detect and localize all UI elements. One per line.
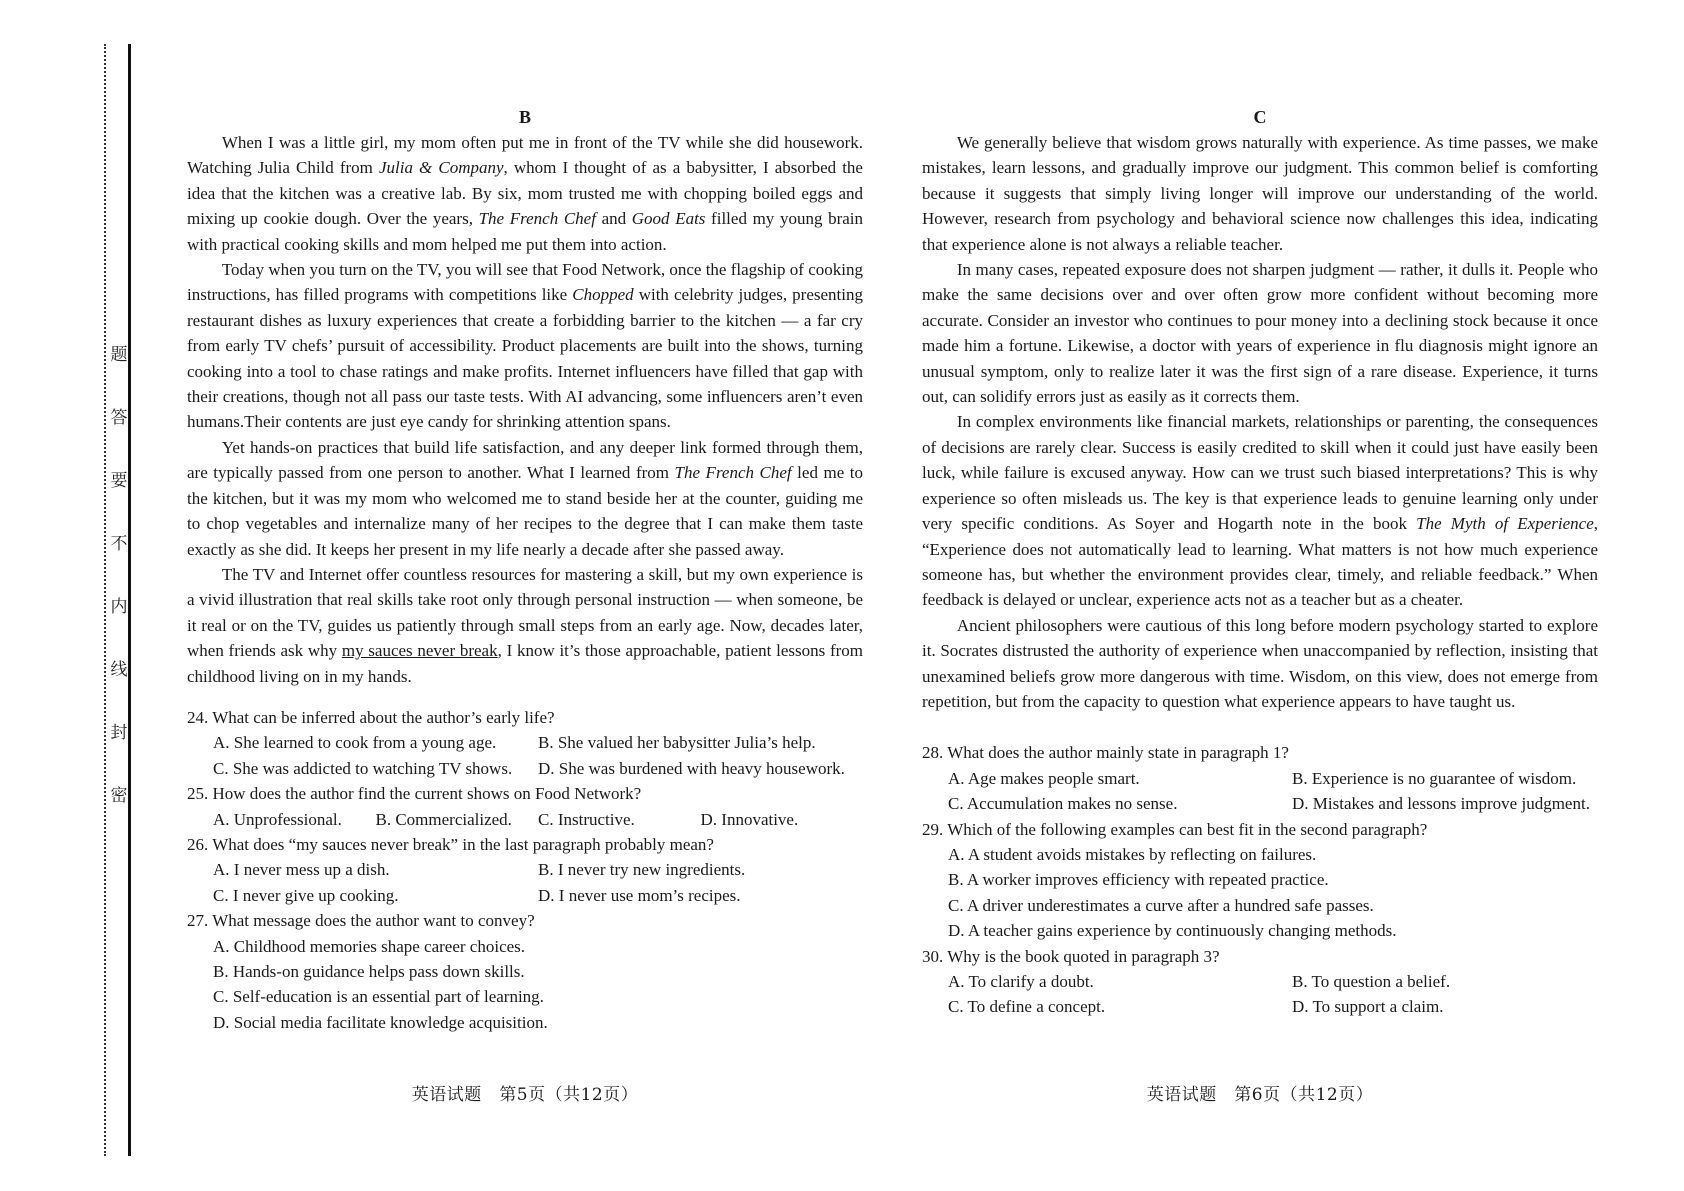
seal-char: 线	[110, 660, 128, 680]
question-list	[187, 705, 863, 1035]
question-stem: 30. Why is the book quoted in paragraph 3?	[922, 946, 1220, 966]
answer-option: C. Instructive.	[538, 809, 635, 829]
option-group	[213, 807, 863, 832]
page-6	[922, 104, 1598, 1020]
option-group	[948, 766, 1598, 817]
answer-option: B. I never try new ingredients.	[538, 860, 746, 880]
answer-option: C. Self-education is an essential part of learning.	[213, 987, 544, 1007]
passage-paragraph: When I was a little girl, my mom often put me in front of the TV while she did housework. Watching Julia Child from Julia & Company, whom I thought of as a babysitter, I absorbed the idea that the kitchen was a creative lab. By six, mom trusted me with chopping boiled eggs and mixing up cookie dough. Over the years, The French Chef and Good Eats filled my young brain with practical cooking skills and mom helped me put them into action.	[187, 133, 864, 254]
passage-paragraph: In complex environments like financial markets, relationships or parenting, the consequences of decisions are rarely clear. Success is easily credited to skill when it could just have easily been luck, while failure is excused anyway. How can we trust such biased interpretations? This is why experience so often misleads us. The key is that experience leads to genuine learning only under very specific conditions. As Soyer and Hogarth note in the book The Myth of Experience, “Experience does not automatically lead to learning. What matters is not how much experience someone has, but whether the environment provides clear, timely, and reliable feedback.” When feedback is delayed or unclear, experience acts not as a teacher but as a cheater.	[922, 412, 1598, 610]
question-stem: 24. What can be inferred about the author’s early life?	[187, 707, 555, 727]
answer-option: C. I never give up cooking.	[213, 885, 399, 905]
section-heading: C	[1253, 107, 1267, 127]
answer-option: B. Hands-on guidance helps pass down skills.	[213, 962, 525, 981]
answer-option: B. Experience is no guarantee of wisdom.	[1292, 768, 1577, 788]
question-stem: 25. How does the author find the current shows on Food Network?	[187, 784, 642, 804]
answer-option: C. To define a concept.	[948, 997, 1106, 1017]
answer-option: D. She was burdened with heavy housework.	[538, 758, 845, 778]
passage-paragraph: Today when you turn on the TV, you will see that Food Network, once the flagship of cooking instructions, has filled programs with competitions like Chopped with celebrity judges, presenting restaurant dishes as luxury experiences that create a forbidding barrier to the kitchen — a far cry from early TV chefs’ pursuit of accessibility. Product placements are built into the shows, turning cooking into a tool to chase ratings and make profits. Internet influencers have filled that gap with their creations, though not all pass our taste tests. With AI advancing, some influencers aren’t even humans.Their contents are just eye candy for shrinking attention spans.	[187, 260, 863, 432]
answer-option: A. To clarify a doubt.	[948, 972, 1094, 991]
passage-paragraph: In many cases, repeated exposure does not sharpen judgment — rather, it dulls it. People who make the same decisions over and over often grow more confident without becoming more accurate. Consider an investor who continues to pour money into a declining stock because it once made him a fortune. Likewise, a doctor with years of experience in flu diagnosis might ignore an unusual symptom, only to realize later it was the first sign of a rare disease. Experience, it turns out, can solidify errors just as easily as it corrects them.	[922, 260, 1598, 407]
answer-option: D. Social media facilitate knowledge acquisition.	[213, 1012, 548, 1032]
option-group	[213, 857, 863, 908]
answer-option: A. Childhood memories shape career choices.	[213, 936, 526, 956]
seal-char: 题	[110, 345, 128, 365]
question-stem: 26. What does “my sauces never break” in the last paragraph probably mean?	[187, 834, 714, 854]
answer-option: B. She valued her babysitter Julia’s help.	[538, 733, 816, 753]
option-group	[948, 842, 1598, 944]
question-stem: 28. What does the author mainly state in paragraph 1?	[922, 743, 1289, 763]
question-stem: 27. What message does the author want to convey?	[187, 911, 535, 931]
answer-option: D. I never use mom’s recipes.	[538, 885, 741, 905]
option-group	[213, 730, 863, 781]
answer-option: D. A teacher gains experience by continuously changing methods.	[948, 921, 1397, 941]
answer-option: B. A worker improves efficiency with repeated practice.	[948, 870, 1329, 890]
page-footer: 英语试题 第6页（共12页）	[1146, 1085, 1374, 1105]
answer-option: C. Accumulation makes no sense.	[948, 794, 1178, 814]
answer-option: D. Innovative.	[700, 809, 799, 829]
answer-option: A. Age makes people smart.	[948, 768, 1140, 788]
passage-paragraph: We generally believe that wisdom grows naturally with experience. As time passes, we make mistakes, learn lessons, and gradually improve our judgment. This common belief is comforting because it suggests that simply living longer will improve our understanding of the world. However, research from psychology and behavioral science now challenges this idea, indicating that experience alone is not always a reliable teacher.	[922, 133, 1598, 254]
answer-option: C. A driver underestimates a curve after a hundred safe passes.	[948, 895, 1374, 915]
answer-option: B. Commercialized.	[375, 809, 512, 829]
answer-option: D. To support a claim.	[1292, 997, 1444, 1017]
option-group	[948, 969, 1598, 1020]
seal-line-notice	[106, 340, 132, 806]
answer-option: B. To question a belief.	[1292, 972, 1451, 991]
page-5	[187, 104, 863, 1035]
answer-option: A. I never mess up a dish.	[213, 860, 390, 880]
answer-option: A. She learned to cook from a young age.	[213, 733, 497, 753]
seal-char: 内	[110, 597, 128, 617]
page-footer: 英语试题 第5页（共12页）	[411, 1085, 639, 1105]
seal-char: 要	[110, 471, 128, 491]
question-list	[922, 740, 1598, 1019]
option-group	[213, 934, 863, 1036]
seal-char: 封	[110, 723, 128, 743]
answer-option: A. Unprofessional.	[213, 809, 342, 829]
passage-paragraph: Ancient philosophers were cautious of this long before modern psychology started to explore it. Socrates distrusted the authority of experience when unaccompanied by reflection, insisting that unexamined beliefs grow more dangerous with time. Wisdom, on this view, does not emerge from repetition, but from the capacity to question what experience appears to have taught us.	[922, 615, 1598, 711]
answer-option: C. She was addicted to watching TV shows.	[213, 758, 513, 778]
section-heading: B	[518, 107, 531, 127]
seal-char: 答	[110, 408, 128, 428]
seal-char: 不	[110, 534, 128, 554]
answer-option: D. Mistakes and lessons improve judgment.	[1292, 794, 1590, 814]
answer-option: A. A student avoids mistakes by reflecting on failures.	[948, 844, 1317, 864]
question-stem: 29. Which of the following examples can best fit in the second paragraph?	[922, 819, 1428, 839]
seal-char: 密	[110, 786, 128, 806]
passage-paragraph: Yet hands-on practices that build life satisfaction, and any deeper link formed through them, are typically passed from one person to another. What I learned from The French Chef led me to the kitchen, but it was my mom who welcomed me to stand beside her at the counter, guiding me to chop vegetables and internalize many of her recipes to the degree that I can make them taste exactly as she did. It keeps her present in my life nearly a decade after she passed away.	[187, 437, 863, 559]
passage-paragraph: The TV and Internet offer countless resources for mastering a skill, but my own experience is a vivid illustration that real skills take root only through personal instruction — when someone, be it real or on the TV, guides us patiently through small steps from an early age. Now, decades later, when friends ask why my sauces never break, I know it’s those approachable, patient lessons from childhood living on in my hands.	[187, 564, 863, 686]
